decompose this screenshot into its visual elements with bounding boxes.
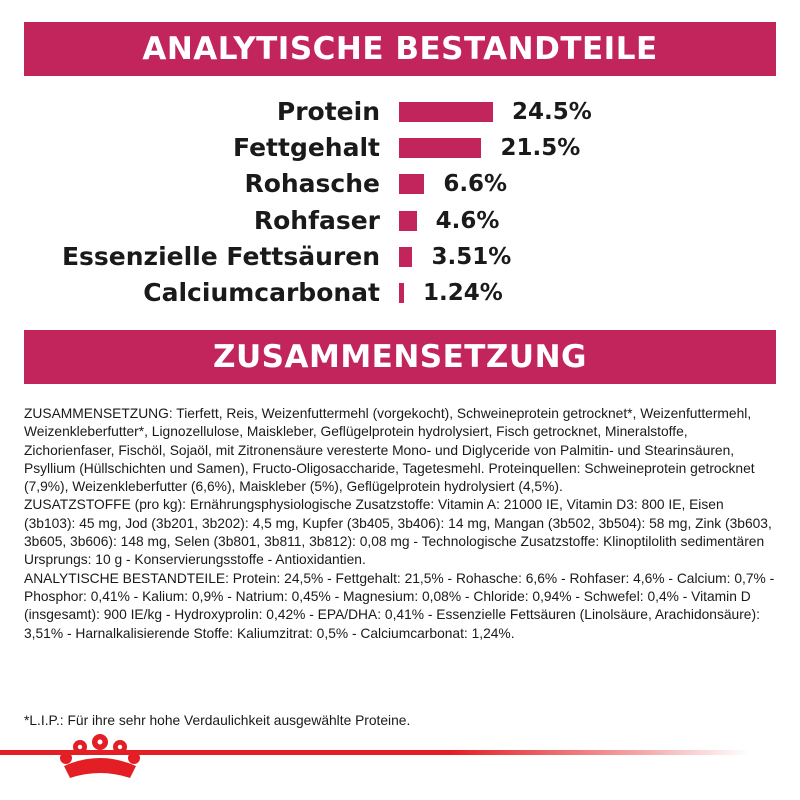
nutrient-label: Essenzielle Fettsäuren xyxy=(61,241,380,271)
ingredients-paragraph: ZUSAMMENSETZUNG: Tierfett, Reis, Weizenfuttermehl (vorgekocht), Schweineprotein getrocknet*, Weizenfuttermehl, Weizenkleberfutter*, Lignozellulose, Maiskleber, Geflügelprotein hydrolysiert, Fisch getrocknet, Mineralstoffe, Zichorienfaser, Fischöl, Sojaöl, mit Zitronensäure veresterte Mono- und Diglyceride von Palmitin- und Stearinsäuren, Psyllium (Hüllschichten und Samen), Fructo-Oligosaccharide, Tagetesmehl. Proteinquellen: Schweineprotein getrocknet (7,9%), Weizenkleberfutter (6,6%), Maiskleber (5%), Geflügelprotein hydrolysiert (4,5%). xyxy=(24,406,755,495)
nutrient-label: Calciumcarbonat xyxy=(143,278,380,307)
nutrient-label: Rohfaser xyxy=(253,205,380,235)
nutrient-row xyxy=(0,94,800,130)
nutrient-bar xyxy=(399,102,493,122)
nutrient-bar xyxy=(399,283,404,303)
nutrient-label: Rohasche xyxy=(244,169,380,199)
nutrient-value: 24.5% xyxy=(512,99,592,125)
lip-footnote: *L.I.P.: Für ihre sehr hohe Verdaulichkeit ausgewählte Proteine. xyxy=(24,713,411,728)
nutrient-value: 6.6% xyxy=(443,171,508,198)
composition-text xyxy=(24,405,776,643)
nutrient-bar xyxy=(399,211,417,231)
additives-paragraph: ZUSATZSTOFFE (pro kg): Ernährungsphysiologische Zusatzstoffe: Vitamin A: 21000 IE, Vitamin D3: 800 IE, Eisen (3b103): 45 mg, Jod (3b201, 3b202): 4,5 mg, Kupfer (3b405, 3b406): 14 mg, Mangan (3b502, 3b504): 58 mg, Zink (3b603, 3b605, 3b606): 148 mg, Selen (3b801, 3b811, 3b812): 0,08 mg - Technologische Zusatzstoffe: Klinoptilolith sedimentären Ursprungs: 10 g - Konservierungsstoffe - Antioxidantien. xyxy=(24,497,772,568)
nutrient-value: 4.6% xyxy=(435,207,500,234)
nutrient-value: 3.51% xyxy=(431,243,512,270)
composition-heading: ZUSAMMENSETZUNG xyxy=(213,339,587,375)
royal-canin-crown-icon xyxy=(58,728,142,786)
nutrient-row xyxy=(0,166,800,202)
composition-heading-banner xyxy=(24,330,776,384)
nutrient-value: 1.24% xyxy=(423,280,503,306)
nutrient-value: 21.5% xyxy=(500,135,581,162)
analytics-paragraph: ANALYTISCHE BESTANDTEILE: Protein: 24,5% - Fettgehalt: 21,5% - Rohasche: 6,6% - Rohfaser: 4,6% - Calcium: 0,7% - Phosphor: 0,41% - Kalium: 0,9% - Natrium: 0,45% - Magnesium: 0,08% - Chloride: 0,94% - Schwefel: 0,4% - Vitamin D (insgesamt): 900 IE/kg - Hydroxyprolin: 0,42% - EPA/DHA: 0,41% - Essenzielle Fettsäuren (Linolsäure, Arachidonsäure): 3,51% - Harnalkalisierende Stoffe: Kaliumzitrat: 0,5% - Calciumcarbonat: 1,24%. xyxy=(24,570,775,641)
analytics-heading: ANALYTISCHE BESTANDTEILE xyxy=(142,31,658,67)
nutrient-label: Fettgehalt xyxy=(233,133,380,163)
nutrient-bar xyxy=(399,247,412,267)
nutrient-bar xyxy=(399,174,424,194)
nutrient-label: Protein xyxy=(276,97,380,126)
nutrient-row xyxy=(0,203,800,239)
analytics-heading-banner xyxy=(24,22,776,76)
nutrient-bar xyxy=(399,138,481,158)
nutrient-row xyxy=(0,130,800,166)
nutrient-row xyxy=(0,239,800,275)
nutrient-row xyxy=(0,275,800,311)
